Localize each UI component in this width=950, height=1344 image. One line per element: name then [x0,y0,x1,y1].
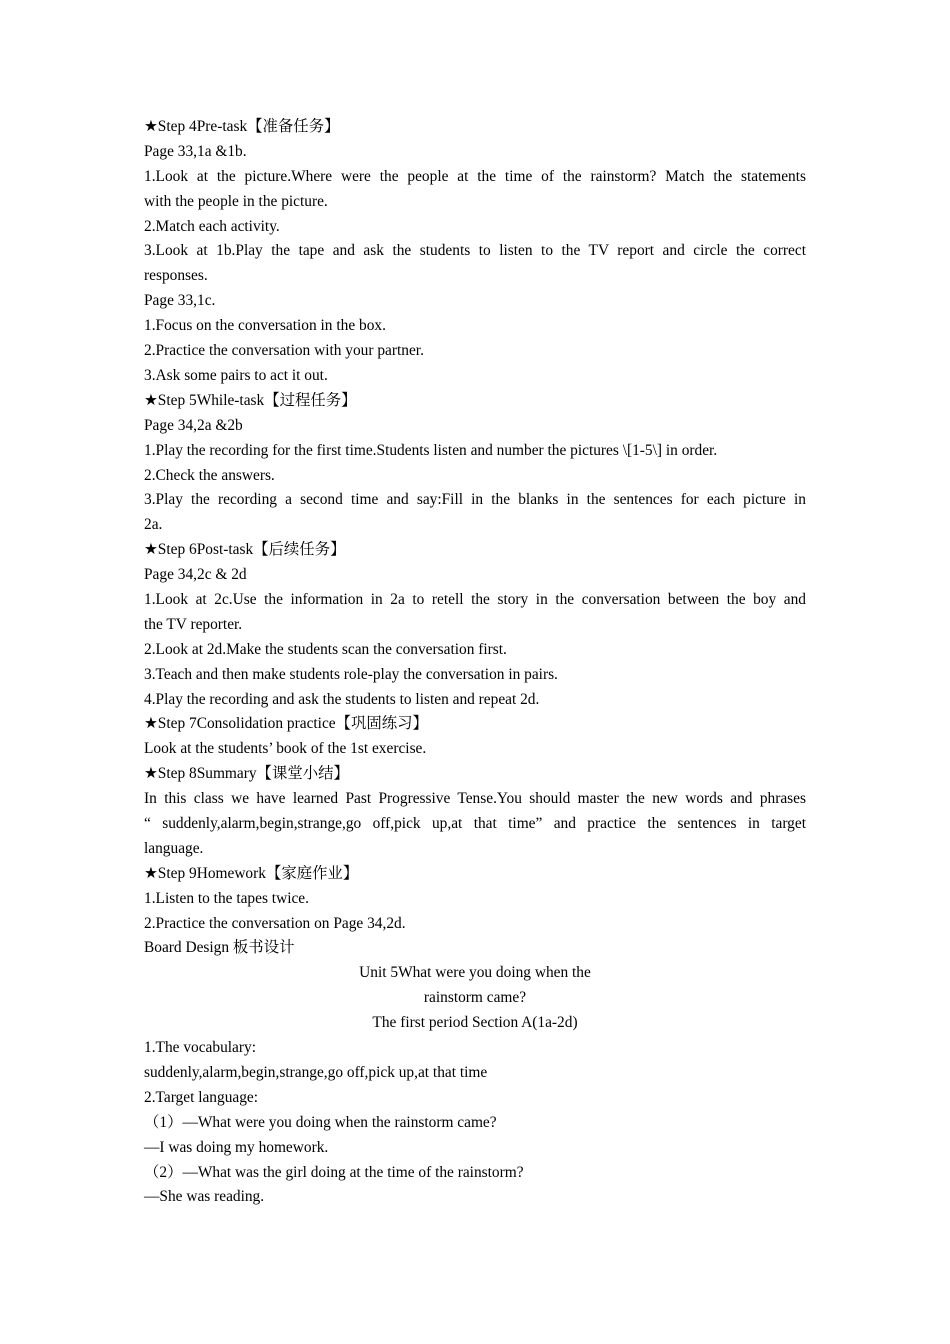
board-question-2: （2）—What was the girl doing at the time of the rainstorm? [144,1163,524,1181]
step8-text-line3: language. [144,839,204,857]
step4-item3-line2: responses. [144,267,208,285]
board-target-label: 2.Target language: [144,1088,259,1106]
board-vocab-list: suddenly,alarm,begin,strange,go off,pick up,at that time [144,1063,488,1081]
step9-heading: ★Step 9Homework【家庭作业】 [144,864,359,882]
step6-item1-line1: 1.Look at 2c.Use the information in 2a to retell the story in the conversation between the boy and [144,590,806,608]
step4-item1-line2: with the people in the picture. [144,192,328,210]
step5-item2: 2.Check the answers. [144,466,275,484]
step4-item1-line1: 1.Look at the picture.Where were the people at the time of the rainstorm? Match the statements [144,167,806,185]
step6-item4: 4.Play the recording and ask the students to listen and repeat 2d. [144,690,540,708]
step4-item4: 1.Focus on the conversation in the box. [144,317,386,335]
board-answer-2: —She was reading. [144,1188,265,1206]
board-vocab-label: 1.The vocabulary: [144,1039,256,1057]
step9-item1: 1.Listen to the tapes twice. [144,889,309,907]
board-question-1: （1）—What were you doing when the rainstorm came? [144,1113,497,1131]
step9-item2: 2.Practice the conversation on Page 34,2d. [144,914,406,932]
board-design-heading: Board Design 板书设计 [144,939,295,957]
step6-item1-line2: the TV reporter. [144,615,243,633]
board-title-line1: Unit 5What were you doing when the [359,964,591,982]
step4-item6: 3.Ask some pairs to act it out. [144,366,328,384]
board-title-line2: rainstorm came? [423,989,527,1007]
step6-item3: 3.Teach and then make students role-play the conversation in pairs. [144,665,558,683]
step6-page-ref: Page 34,2c & 2d [144,566,247,584]
step8-text-line2: “ suddenly,alarm,begin,strange,go off,pick up,at that time” and practice the sentences in target [144,815,806,833]
step4-item5: 2.Practice the conversation with your partner. [144,342,424,360]
step5-item3-line1: 3.Play the recording a second time and say:Fill in the blanks in the sentences for each picture in [144,491,806,509]
step5-page-ref: Page 34,2a &2b [144,416,243,434]
board-answer-1: —I was doing my homework. [144,1138,329,1156]
step4-item3-line1: 3.Look at 1b.Play the tape and ask the students to listen to the TV report and circle the correct [144,242,806,260]
step8-heading: ★Step 8Summary【课堂小结】 [144,765,349,783]
step6-item2: 2.Look at 2d.Make the students scan the conversation first. [144,640,507,658]
document-page [144,115,806,1210]
step6-heading: ★Step 6Post-task【后续任务】 [144,541,346,559]
step4-heading: ★Step 4Pre-task【准备任务】 [144,118,340,135]
step4-page-ref-2: Page 33,1c. [144,292,216,310]
step4-page-ref-1: Page 33,1a &1b. [144,142,247,160]
step5-item3-line2: 2a. [144,516,163,534]
step5-item1: 1.Play the recording for the first time.Students listen and number the pictures \[1-5\] in order. [144,441,718,459]
step5-heading: ★Step 5While-task【过程任务】 [144,391,357,409]
step4-item2: 2.Match each activity. [144,217,280,235]
step7-heading: ★Step 7Consolidation practice【巩固练习】 [144,715,428,733]
step8-text-line1: In this class we have learned Past Progressive Tense.You should master the new words and phrases [144,790,806,808]
board-subtitle: The first period Section A(1a-2d) [372,1014,578,1032]
step7-text: Look at the students’ book of the 1st exercise. [144,740,427,758]
